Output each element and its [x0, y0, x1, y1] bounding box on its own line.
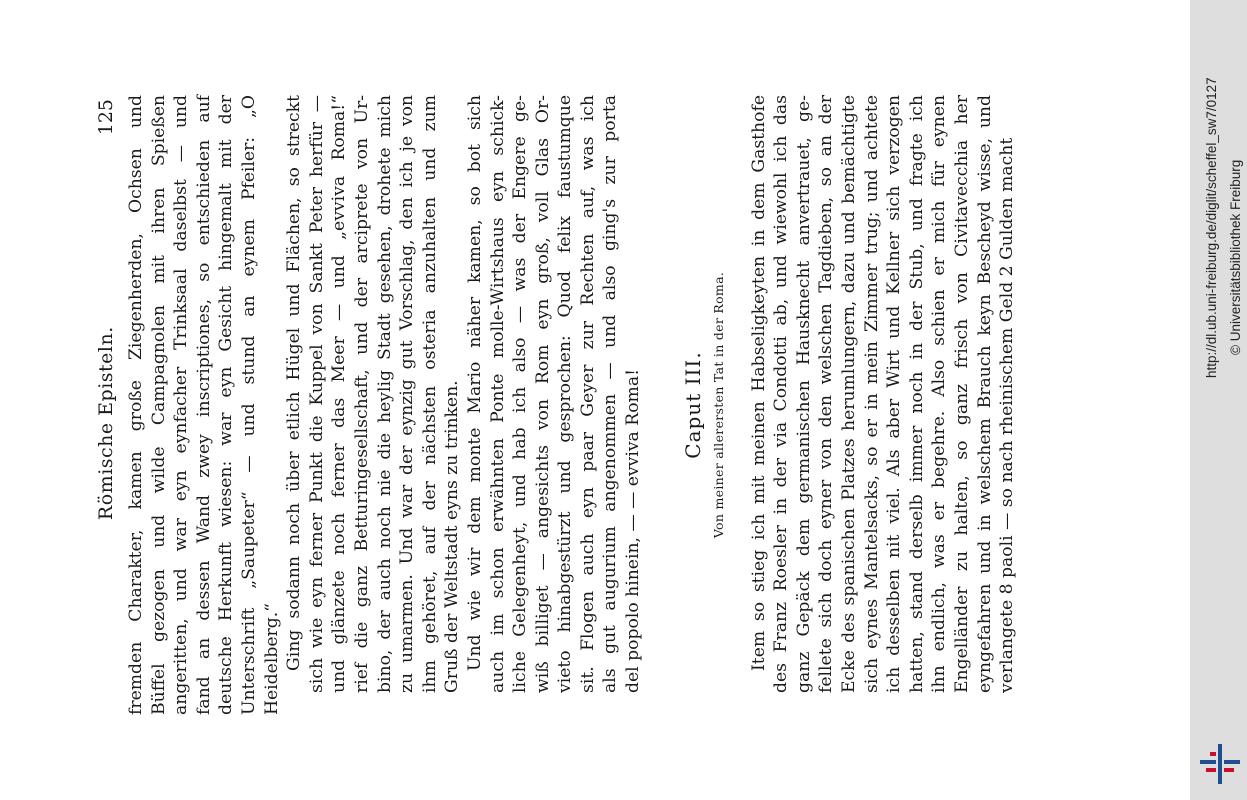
text-line: Gruß der Weltstadt eyns zu trinken.	[442, 380, 463, 693]
chapter-title: Caput III.	[680, 351, 705, 459]
copyright-notice: © Universitätsbibliothek Freiburg	[1228, 159, 1243, 355]
text-line: rief die ganz Betturingesellschaft, und der arciprete von Ur-	[351, 95, 372, 693]
paragraph	[125, 95, 283, 715]
page-number: 125	[95, 99, 117, 136]
chapter-subtitle: Von meiner allerersten Tat in der Roma.	[710, 271, 726, 539]
book-page	[95, 95, 1105, 715]
text-line: des Franz Roesler in der via Condotti ab, und wiewohl ich das	[771, 95, 792, 693]
text-line: ihm gehöret, auf der nächsten osteria anzuhalten und zum	[419, 95, 440, 693]
text-line: vieto hinabgestürzt und gesprochen: Quod felix faustumque	[555, 95, 576, 693]
ub-freiburg-logo-icon	[1198, 742, 1242, 786]
running-head-title: Römische Episteln.	[95, 326, 117, 521]
text-line: Unterschrift „Saupeter“ — und stund an eynem Pfeiler: „O	[238, 95, 259, 715]
text-line: Engelländer zu halten, so ganz frisch von Civitavecchia her	[952, 95, 972, 693]
paragraph	[464, 95, 645, 715]
text-line: wiß billiget — angesichts von Rom eyn groß, voll Glas Or-	[532, 95, 553, 693]
text-line: fremden Charakter, kamen große Ziegenherden, Ochsen und	[126, 95, 146, 715]
text-line: als gut augurium angenommen — und also ging's zur porta	[600, 95, 621, 693]
text-line: Ging sodann noch über etlich Hügel und Flächen, so streckt	[284, 95, 305, 671]
text-line: bino, der auch noch nie die heylig Stadt gesehen, drohete mich	[374, 95, 395, 693]
text-line: verlangete 8 paoli — so nach rheinischem Geld 2 Gulden macht	[997, 137, 1018, 693]
text-line: Büffel gezogen und wilde Campagnolen mit ihren Spießen	[148, 95, 169, 715]
text-line: und glänzete noch ferner das Meer — und „evviva Roma!“	[329, 95, 350, 693]
text-line: hatten, stand derselb immer noch in der Stub, und fragte ich	[906, 95, 927, 693]
text-line: ganz Gepäck dem germanischen Hausknecht anvertrauet, ge-	[793, 95, 814, 693]
paragraph	[283, 95, 464, 715]
body-text	[125, 95, 645, 715]
text-line: Item so stieg ich mit meinen Habseligkeyten in dem Gasthofe	[748, 95, 769, 671]
chapter-body-text	[748, 95, 1019, 715]
text-line: zu umarmen. Und war der eynzig gut Vorschlag, den ich je von	[397, 95, 418, 693]
text-line: del popolo hinein, — — evviva Roma!	[623, 369, 644, 693]
text-line: Und wie wir dem monte Mario näher kamen, so bot sich	[464, 95, 485, 671]
text-line: fand an dessen Wand zwey inscriptiones, so entschieden auf	[193, 95, 214, 715]
source-url-link[interactable]: http://dl.ub.uni-freiburg.de/diglit/scheffel_sw7/0127	[1204, 77, 1219, 378]
text-line: liche Gelegenheyt, und hab ich also — was der Engere ge-	[510, 95, 531, 693]
text-line: sit. Flogen auch eyn paar Geyer zur Rechten auf, was ich	[577, 95, 598, 693]
text-line: fellete sich doch eyner von den welschen Tagdieben, so an der	[816, 95, 837, 693]
running-head	[95, 99, 117, 711]
paragraph	[748, 95, 1019, 715]
text-line: eyngefahren und in welschem Brauch keyn Bescheyd wisse, und	[974, 95, 995, 693]
text-line: Heidelberg.“	[261, 603, 282, 715]
text-line: auch im schon erwähnten Ponte molle-Wirtshaus eyn schick-	[487, 95, 508, 693]
text-line: sich wie eyn ferner Punkt die Kuppel von Sankt Peter herfür —	[306, 95, 327, 693]
text-line: ihn endlich, was er begehre. Also schien er mich für eynen	[929, 95, 950, 693]
text-line: sich eynes Mantelsacks, so er in mein Zimmer trug; und achtete	[861, 95, 882, 693]
text-line: Ecke des spanischen Platzes herumlungern, dazu und bemächtigte	[839, 95, 860, 693]
text-line: angeritten, und war eyn eynfacher Trinksaal daselbst — und	[171, 95, 192, 715]
text-line: ich desselben nit viel. Als aber Wirt und Kellner sich verzogen	[884, 95, 905, 693]
text-line: deutsche Herkunft wiesen: war eyn Gesicht hingemalt mit der	[216, 95, 237, 715]
